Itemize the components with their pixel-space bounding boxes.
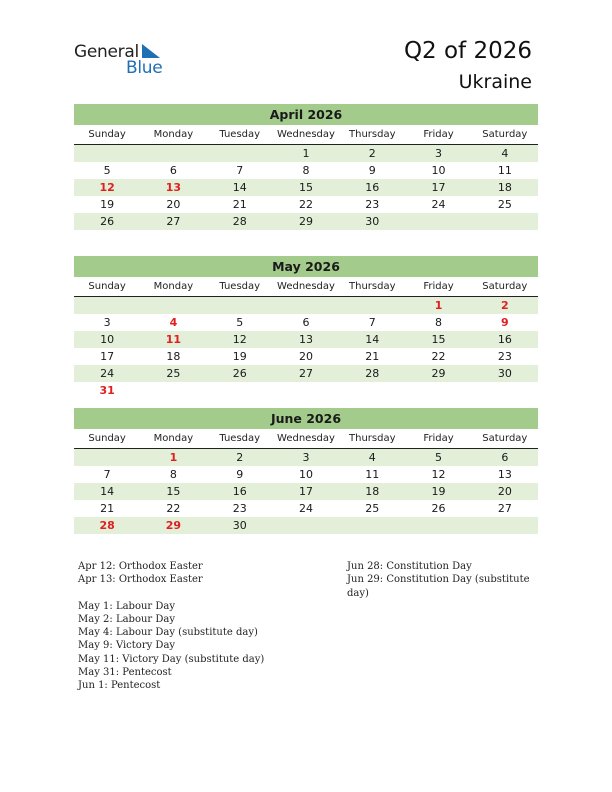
- day-cell: 7: [236, 164, 244, 177]
- day-cell: 24: [100, 367, 115, 380]
- day-cell: 15: [431, 333, 446, 346]
- weekday-header: Thursday: [349, 281, 396, 292]
- day-cell: 13: [497, 468, 512, 481]
- week-row: [74, 517, 538, 534]
- day-cell: 28: [232, 215, 247, 228]
- week-row: [74, 382, 538, 399]
- day-cell: 2: [236, 451, 244, 464]
- weekday-header: Saturday: [482, 281, 528, 292]
- week-row: [74, 179, 538, 196]
- day-cell: 5: [103, 164, 111, 177]
- empty-day-cell: [339, 517, 405, 534]
- day-cell: 21: [100, 502, 115, 515]
- empty-day-cell: [339, 382, 405, 399]
- weekday-header-row: [74, 277, 538, 297]
- day-cell: 7: [103, 468, 111, 481]
- day-cell: 18: [365, 485, 380, 498]
- empty-day-cell: [472, 517, 538, 534]
- weekday-header: Sunday: [88, 129, 126, 140]
- country-name: Ukraine: [458, 71, 532, 93]
- holiday-note: Jun 1: Pentecost: [78, 680, 161, 692]
- day-cell: 19: [100, 198, 115, 211]
- holiday-note: Apr 13: Orthodox Easter: [78, 574, 203, 586]
- day-cell: 20: [298, 350, 313, 363]
- weekday-header: Tuesday: [219, 281, 261, 292]
- empty-day-cell: [339, 297, 405, 314]
- weekday-header: Friday: [423, 129, 454, 140]
- day-cell: 20: [166, 198, 181, 211]
- day-cell: 22: [166, 502, 181, 515]
- holiday-note: May 31: Pentecost: [78, 667, 172, 679]
- day-cell: 21: [365, 350, 380, 363]
- month-title: May 2026: [74, 256, 538, 277]
- day-cell: 3: [435, 147, 443, 160]
- day-cell: 14: [365, 333, 380, 346]
- day-cell: 29: [298, 215, 313, 228]
- day-cell: 14: [100, 485, 115, 498]
- empty-day-cell: [273, 382, 339, 399]
- day-cell: 19: [431, 485, 446, 498]
- weekday-header-row: [74, 125, 538, 145]
- weekday-header: Friday: [423, 433, 454, 444]
- month-title: June 2026: [74, 408, 538, 429]
- weekday-header: Sunday: [88, 433, 126, 444]
- day-cell: 17: [298, 485, 313, 498]
- day-cell: 21: [232, 198, 247, 211]
- weekday-header: Monday: [153, 433, 194, 444]
- day-cell: 27: [298, 367, 313, 380]
- day-cell: 24: [431, 198, 446, 211]
- day-cell: 16: [497, 333, 512, 346]
- day-cell: 27: [166, 215, 181, 228]
- week-row: [74, 314, 538, 331]
- empty-day-cell: [140, 297, 206, 314]
- day-cell: 29: [165, 519, 182, 532]
- day-cell: 11: [165, 333, 182, 346]
- empty-day-cell: [74, 449, 140, 466]
- empty-day-cell: [140, 382, 206, 399]
- holiday-note: May 1: Labour Day: [78, 600, 175, 612]
- day-cell: 28: [365, 367, 380, 380]
- week-row: [74, 162, 538, 179]
- day-cell: 23: [497, 350, 512, 363]
- empty-day-cell: [273, 517, 339, 534]
- day-cell: 24: [298, 502, 313, 515]
- logo-blue-text: Blue: [126, 58, 163, 78]
- holiday-note: May 9: Victory Day: [78, 640, 176, 652]
- day-cell: 9: [236, 468, 244, 481]
- day-cell: 11: [365, 468, 380, 481]
- weekday-header: Friday: [423, 281, 454, 292]
- day-cell: 8: [435, 316, 443, 329]
- day-cell: 4: [169, 316, 178, 329]
- week-row: [74, 483, 538, 500]
- day-cell: 8: [169, 468, 177, 481]
- logo-general-text: General: [74, 42, 139, 62]
- day-cell: 6: [501, 451, 509, 464]
- month-title: April 2026: [74, 104, 538, 125]
- day-cell: 30: [497, 367, 512, 380]
- week-row: [74, 145, 538, 162]
- weekday-header: Wednesday: [277, 129, 335, 140]
- empty-day-cell: [207, 382, 273, 399]
- empty-day-cell: [74, 145, 140, 162]
- weekday-header: Wednesday: [277, 433, 335, 444]
- week-row: [74, 331, 538, 348]
- week-row: [74, 297, 538, 314]
- holiday-note: Jun 28: Constitution Day: [347, 561, 472, 572]
- day-cell: 2: [501, 299, 509, 312]
- page-title: Q2 of 2026: [403, 38, 532, 64]
- logo: [74, 42, 174, 82]
- day-cell: 13: [298, 333, 313, 346]
- holiday-note: May 11: Victory Day (substitute day): [78, 653, 265, 665]
- day-cell: 19: [232, 350, 247, 363]
- day-cell: 25: [365, 502, 380, 515]
- day-cell: 30: [365, 215, 380, 228]
- day-cell: 20: [497, 485, 512, 498]
- day-cell: 29: [431, 367, 446, 380]
- empty-day-cell: [405, 517, 471, 534]
- holiday-note: day): [347, 587, 369, 599]
- day-cell: 22: [298, 198, 313, 211]
- weekday-header: Sunday: [88, 281, 126, 292]
- month-may: [74, 256, 538, 399]
- day-cell: 27: [497, 502, 512, 515]
- day-cell: 13: [165, 181, 182, 194]
- day-cell: 16: [232, 485, 247, 498]
- day-cell: 18: [497, 181, 512, 194]
- empty-day-cell: [273, 297, 339, 314]
- empty-day-cell: [207, 297, 273, 314]
- weekday-header: Saturday: [482, 129, 528, 140]
- day-cell: 23: [232, 502, 247, 515]
- holiday-notes-left: [78, 560, 338, 693]
- holiday-note: Jun 29: Constitution Day (substitute: [347, 574, 530, 586]
- day-cell: 30: [232, 519, 247, 532]
- day-cell: 1: [434, 299, 443, 312]
- logo-flag-icon: [140, 43, 162, 59]
- weekday-header: Saturday: [482, 433, 528, 444]
- day-cell: 16: [365, 181, 380, 194]
- week-row: [74, 213, 538, 230]
- holiday-note: May 2: Labour Day: [78, 613, 175, 625]
- empty-day-cell: [472, 382, 538, 399]
- weekday-header: Tuesday: [219, 129, 261, 140]
- day-cell: 11: [497, 164, 512, 177]
- day-cell: 3: [302, 451, 310, 464]
- day-cell: 25: [166, 367, 181, 380]
- day-cell: 26: [100, 215, 115, 228]
- week-row: [74, 500, 538, 517]
- empty-day-cell: [74, 297, 140, 314]
- weekday-header: Tuesday: [219, 433, 261, 444]
- week-row: [74, 466, 538, 483]
- day-cell: 17: [431, 181, 446, 194]
- day-cell: 6: [302, 316, 310, 329]
- month-june: [74, 408, 538, 534]
- day-cell: 28: [99, 519, 115, 532]
- weekday-header-row: [74, 429, 538, 449]
- day-cell: 4: [368, 451, 376, 464]
- day-cell: 25: [497, 198, 512, 211]
- day-cell: 5: [236, 316, 244, 329]
- day-cell: 5: [435, 451, 443, 464]
- empty-day-cell: [140, 145, 206, 162]
- day-cell: 8: [302, 164, 310, 177]
- day-cell: 15: [166, 485, 181, 498]
- day-cell: 10: [298, 468, 313, 481]
- day-cell: 10: [100, 333, 115, 346]
- day-cell: 22: [431, 350, 446, 363]
- day-cell: 18: [166, 350, 181, 363]
- weekday-header: Monday: [153, 129, 194, 140]
- day-cell: 23: [365, 198, 380, 211]
- day-cell: 12: [99, 181, 115, 194]
- empty-day-cell: [405, 213, 471, 230]
- day-cell: 9: [501, 316, 509, 329]
- day-cell: 1: [302, 147, 310, 160]
- day-cell: 12: [232, 333, 247, 346]
- day-cell: 10: [431, 164, 446, 177]
- day-cell: 6: [169, 164, 177, 177]
- day-cell: 15: [298, 181, 313, 194]
- weekday-header: Thursday: [349, 129, 396, 140]
- weekday-header: Wednesday: [277, 281, 335, 292]
- week-row: [74, 365, 538, 382]
- empty-day-cell: [405, 382, 471, 399]
- week-row: [74, 348, 538, 365]
- day-cell: 7: [368, 316, 376, 329]
- holiday-notes-right: [347, 560, 547, 600]
- day-cell: 26: [431, 502, 446, 515]
- day-cell: 26: [232, 367, 247, 380]
- holiday-note: May 4: Labour Day (substitute day): [78, 627, 258, 639]
- weekday-header: Monday: [153, 281, 194, 292]
- day-cell: 31: [99, 384, 115, 397]
- holiday-note: Apr 12: Orthodox Easter: [78, 561, 203, 572]
- week-row: [74, 196, 538, 213]
- day-cell: 9: [368, 164, 376, 177]
- day-cell: 2: [368, 147, 376, 160]
- day-cell: 3: [103, 316, 111, 329]
- day-cell: 17: [100, 350, 115, 363]
- empty-day-cell: [207, 145, 273, 162]
- day-cell: 14: [232, 181, 247, 194]
- month-april: [74, 104, 538, 230]
- day-cell: 1: [169, 451, 178, 464]
- week-row: [74, 449, 538, 466]
- day-cell: 12: [431, 468, 446, 481]
- day-cell: 4: [501, 147, 509, 160]
- weekday-header: Thursday: [349, 433, 396, 444]
- empty-day-cell: [472, 213, 538, 230]
